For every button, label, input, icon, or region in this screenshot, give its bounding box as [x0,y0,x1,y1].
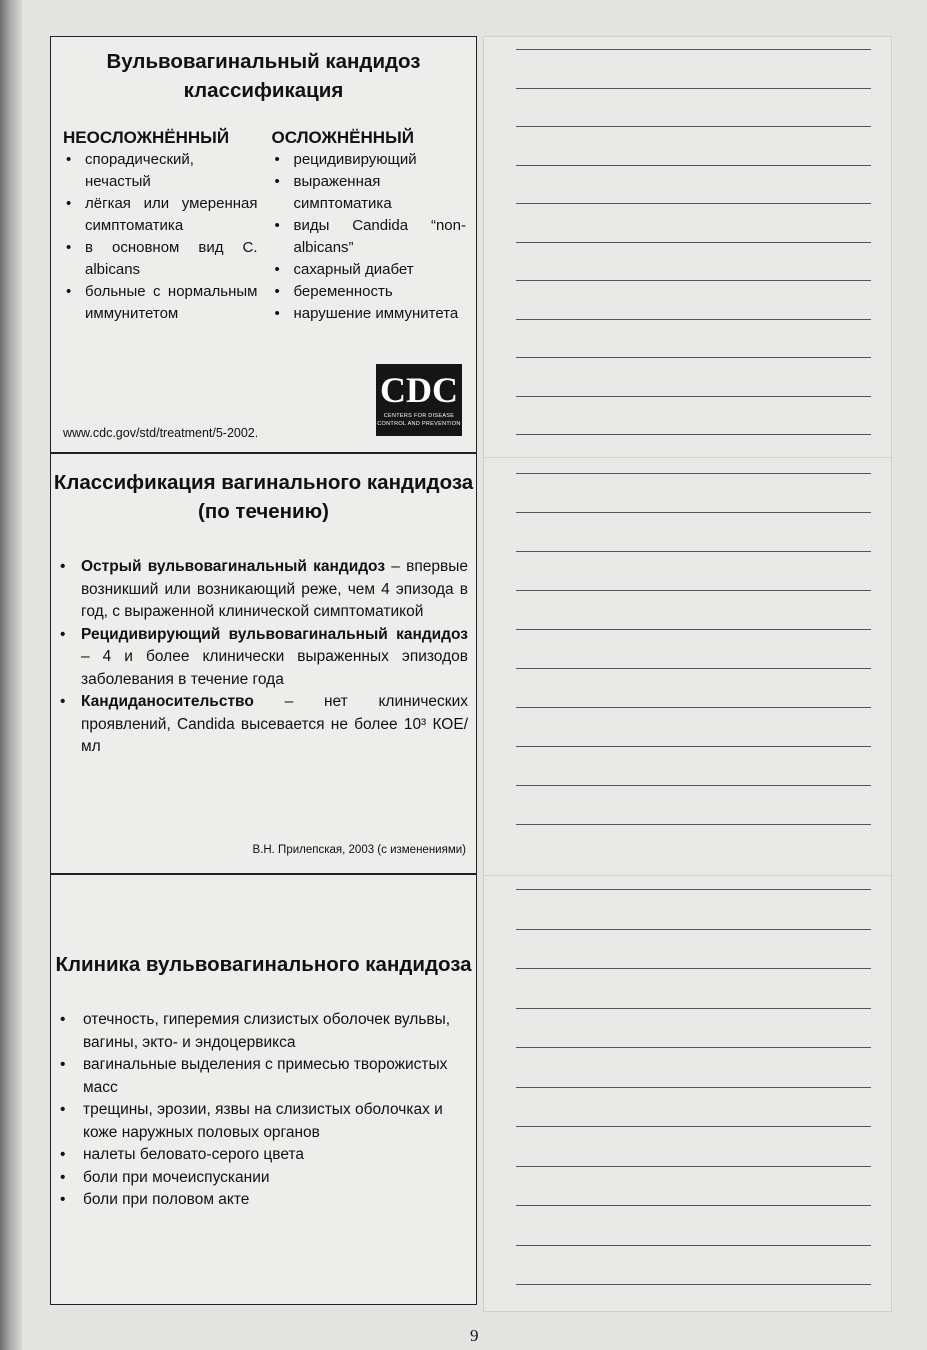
symptoms-list [57,1009,468,1212]
slide-title: Клиника вульвовагинального кандидоза [55,953,472,976]
note-line [516,88,871,89]
list-item: • сахарный диабет [272,259,467,281]
note-line [516,629,871,630]
note-line [516,357,871,358]
attribution: В.Н. Прилепская, 2003 (с изменениями) [252,844,466,856]
source-url: www.cdc.gov/std/treatment/5-2002. [63,426,259,440]
uncomplicated-list [63,149,258,325]
slide-title: Вульвовагинальный кандидоз классификация [106,50,421,102]
note-line [516,1008,871,1009]
notes-column [483,36,892,1312]
list-item: • вагинальные выделения с примесью творожистых масс [57,1054,468,1099]
note-line [516,126,871,127]
note-line [516,512,871,513]
slide-clinic [50,874,477,1305]
note-line [516,434,871,435]
note-line [516,1205,871,1206]
note-line [516,1166,871,1167]
complicated-list [272,149,467,325]
list-item: • больные с нормальным иммунитетом [63,281,258,325]
term: Кандиданосительство [81,693,254,710]
note-line [516,707,871,708]
definition: – впервые возникший или возникающий реже, чем 4 эпизода в год, с выраженной клинической симптоматикой [81,558,468,620]
classification-columns [63,127,466,325]
list-item: • лёгкая или умеренная симптоматика [63,193,258,237]
note-line [516,396,871,397]
list-item: • спорадический, нечастый [63,149,258,193]
cdc-logo [376,364,462,436]
list-item [57,691,468,759]
list-item: • нарушение иммунитета [272,303,467,325]
note-line [516,929,871,930]
note-line [516,319,871,320]
note-line [516,746,871,747]
note-line [516,1245,871,1246]
list-item: • виды Candida “non-albicans” [272,215,467,259]
note-line [516,889,871,890]
note-line [516,280,871,281]
list-item: • рецидивирующий [272,149,467,171]
note-line [516,242,871,243]
note-line [516,203,871,204]
column-header: НЕОСЛОЖНЁННЫЙ [63,128,230,147]
complicated-column [272,127,467,325]
divider [484,875,891,876]
logo-text: CDC [380,370,458,410]
list-item: • налеты беловато-серого цвета [57,1144,468,1167]
list-item: • трещины, эрозии, язвы на слизистых оболочках и коже наружных половых органов [57,1099,468,1144]
note-line [516,824,871,825]
term: Рецидивирующий вульвовагинальный кандидоз [81,625,468,643]
list-item [57,556,468,624]
divider [484,457,891,458]
note-line [516,551,871,552]
slide-title: Классификация вагинального кандидоза (по течению) [53,471,474,523]
term: Острый вульвовагинальный кандидоз [81,558,386,575]
note-line [516,1047,871,1048]
note-line [516,968,871,969]
list-item: • боли при половом акте [57,1189,468,1212]
slide-classification [50,36,477,453]
slide-classification-by-course [50,453,477,874]
note-line [516,1284,871,1285]
book-spine-shadow [0,0,22,1350]
note-line [516,1126,871,1127]
uncomplicated-column [63,127,258,325]
list-item: • боли при мочеиспускании [57,1167,468,1190]
page-number: 9 [470,1326,479,1345]
note-line [516,473,871,474]
list-item: • выраженная симптоматика [272,171,467,215]
list-item: • беременность [272,281,467,303]
note-line [516,590,871,591]
note-line [516,1087,871,1088]
list-item: • отечность, гиперемия слизистых оболочек вульвы, вагины, экто- и эндоцервикса [57,1009,468,1054]
column-header: ОСЛОЖНЁННЫЙ [271,128,414,147]
note-line [516,668,871,669]
note-line [516,165,871,166]
definition: – 4 и более клинически выраженных эпизодов заболевания в течение года [81,648,468,688]
list-item: • в основном вид C. albicans [63,237,258,281]
logo-subtitle: CENTERS FOR DISEASE CONTROL AND PREVENTION [377,413,461,427]
note-line [516,49,871,50]
definition: – нет клинических проявлений, Candida высевается не более 10³ КОЕ/мл [81,693,468,755]
course-list [57,556,468,759]
list-item [57,624,468,692]
note-line [516,785,871,786]
